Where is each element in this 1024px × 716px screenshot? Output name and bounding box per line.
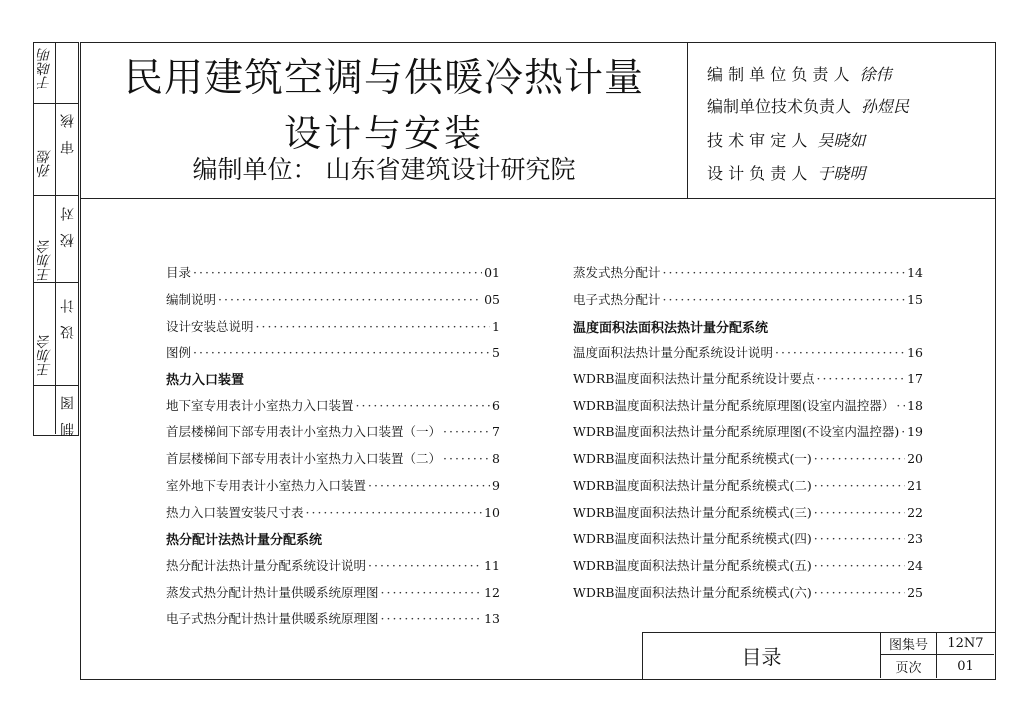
toc-leader [256,319,491,334]
toc-entry-page: 5 [492,344,500,360]
toc-entry-page: 23 [907,530,923,546]
toc-entry-page: 05 [484,291,500,307]
toc-entry-title: WDRB温度面积法热计量分配系统模式(六) [573,585,812,600]
responsible-label: 编制单位技术负责人 [707,96,852,116]
toc-entry-page: 20 [907,450,923,466]
toc-entry[interactable] [166,315,500,337]
toc-entry-title: 地下室专用表计小室热力入口装置 [166,398,354,413]
check-label: 校 对 [60,203,76,248]
toc-entry[interactable] [166,554,500,576]
toc-entry-page: 21 [907,477,923,493]
title-block-name: 目录 [741,645,782,669]
toc-leader [218,292,482,307]
responsible-signature: 徐伟 [859,64,892,84]
toc-leader [775,345,905,360]
approve-label: 审 核 [60,110,76,155]
toc-entry-title: WDRB温度面积法热计量分配系统模式(二) [573,478,812,493]
toc-entry[interactable] [573,474,923,496]
toc-leader [814,505,905,520]
toc-entry[interactable] [573,261,923,283]
toc-entry-page: 17 [907,370,923,386]
toc-leader [356,398,491,413]
toc-entry-page: 16 [907,344,923,360]
page-number: 01 [957,658,974,674]
toc-entry-title: 热分配计法热计量分配系统设计说明 [166,558,367,573]
toc-entry[interactable] [573,447,923,469]
responsible-label: 设 计 负 责 人 [707,163,808,183]
toc-leader [814,531,905,546]
toc-entry[interactable] [166,581,500,603]
toc-entry-page: 18 [907,397,923,413]
toc-entry-page: 19 [907,423,923,439]
responsible-row-2 [707,90,909,120]
design-label: 设 计 [60,295,76,340]
draw-signature: 王加会 [37,335,53,377]
toc-entry[interactable] [573,367,923,389]
toc-entry[interactable] [166,607,500,629]
responsible-signature: 吴晓如 [817,130,866,150]
toc-leader [193,265,482,280]
toc-entry-title: 蒸发式热分配计 [573,265,661,280]
toc-entry[interactable] [166,474,500,496]
toc-leader [901,424,905,439]
toc-entry-page: 11 [484,557,500,573]
toc-entry[interactable] [573,581,923,603]
toc-leader [814,585,905,600]
toc-section-heading: 热分配计法热计量分配系统 [166,532,323,548]
toc-entry-page: 10 [484,504,500,520]
page-number-label: 页次 [895,660,922,676]
toc-entry-page: 6 [492,397,500,413]
toc-entry-title: WDRB温度面积法热计量分配系统原理图(不设室内温控器) [573,424,900,439]
toc-entry[interactable] [573,394,923,416]
toc-entry-title: 热力入口装置安装尺寸表 [166,505,304,520]
toc-leader [381,611,483,626]
toc-entry-page: 22 [907,504,923,520]
toc-entry-title: 首层楼梯间下部专用表计小室热力入口装置（一） [166,424,442,439]
toc-entry-page: 14 [907,264,923,280]
toc-entry-title: 目录 [166,265,192,280]
toc-leader [814,451,905,466]
toc-entry-page: 1 [492,318,500,334]
toc-entry[interactable] [573,420,923,442]
toc-entry-title: 室外地下专用表计小室热力入口装置 [166,478,367,493]
responsible-signature: 于晓明 [817,163,866,183]
toc-leader [814,478,905,493]
toc-leader [814,558,905,573]
atlas-number: 12N7 [947,636,984,651]
toc-leader [306,505,483,520]
toc-entry-page: 24 [907,557,923,573]
toc-entry-page: 12 [484,584,500,600]
toc-entry-title: WDRB温度面积法热计量分配系统模式(五) [573,558,812,573]
check-signature: 孙煜 [37,150,53,178]
atlas-title-line1: 民用建筑空调与供暖冷热计量 [123,56,644,101]
toc-leader [663,265,906,280]
toc-entry-page: 7 [492,423,500,439]
toc-entry-title: 蒸发式热分配计热计量供暖系统原理图 [166,585,379,600]
toc-entry[interactable] [166,447,500,469]
toc-leader [663,292,906,307]
approve-signature: 于晓明 [37,48,53,90]
toc-entry[interactable] [166,288,500,310]
toc-entry-title: WDRB温度面积法热计量分配系统原理图(设室内温控器） [573,398,895,413]
toc-entry-title: WDRB温度面积法热计量分配系统模式(一) [573,451,812,466]
toc-entry[interactable] [573,554,923,576]
toc-entry-page: 01 [484,264,500,280]
toc-entry-title: 电子式热分配计热计量供暖系统原理图 [166,611,379,626]
toc-entry[interactable] [166,341,500,363]
toc-entry-title: WDRB温度面积法热计量分配系统模式(三) [573,505,812,520]
toc-leader [443,451,490,466]
toc-entry-page: 25 [907,584,923,600]
toc-entry-page: 13 [484,610,500,626]
toc-entry[interactable] [166,501,500,523]
toc-leader [443,424,490,439]
toc-section-heading: 热力入口装置 [166,372,245,388]
responsible-row-4 [707,157,865,187]
toc-leader [816,371,905,386]
toc-leader [381,585,483,600]
toc-entry[interactable] [573,288,923,310]
toc-entry[interactable] [573,341,923,363]
toc-entry[interactable] [573,501,923,523]
toc-section-heading: 温度面积法面积法热计量分配系统 [573,320,769,336]
toc-entry-title: WDRB温度面积法热计量分配系统模式(四) [573,531,812,546]
toc-entry-title: 首层楼梯间下部专用表计小室热力入口装置（二） [166,451,442,466]
toc-entry-title: 设计安装总说明 [166,319,254,334]
toc-leader [193,345,490,360]
responsible-label: 编 制 单 位 负 责 人 [707,64,850,84]
toc-entry[interactable] [166,420,500,442]
compiling-unit: 编制单位： 山东省建筑设计研究院 [192,155,576,184]
toc-leader [896,398,905,413]
toc-entry-title: 电子式热分配计 [573,292,661,307]
responsible-row-3 [707,124,865,154]
toc-entry-title: WDRB温度面积法热计量分配系统设计要点 [573,371,815,386]
toc-entry-title: 图例 [166,345,192,360]
toc-entry[interactable] [573,527,923,549]
toc-entry-page: 15 [907,291,923,307]
toc-leader [368,558,482,573]
toc-entry-title: 温度面积法热计量分配系统设计说明 [573,345,774,360]
atlas-title-line2: 设计与安装 [284,112,484,155]
toc-entry-page: 9 [492,477,500,493]
toc-entry-title: 编制说明 [166,292,217,307]
toc-entry-page: 8 [492,450,500,466]
toc-entry[interactable] [166,394,500,416]
responsible-signature: 孙煜民 [861,96,910,116]
atlas-number-label: 图集号 [888,638,928,653]
design-signature: 王加会 [37,240,53,282]
toc-leader [368,478,490,493]
responsible-row-1 [707,58,892,88]
toc-entry[interactable] [166,261,500,283]
responsible-label: 技 术 审 定 人 [707,130,808,150]
draw-label: 制 图 [60,392,76,437]
